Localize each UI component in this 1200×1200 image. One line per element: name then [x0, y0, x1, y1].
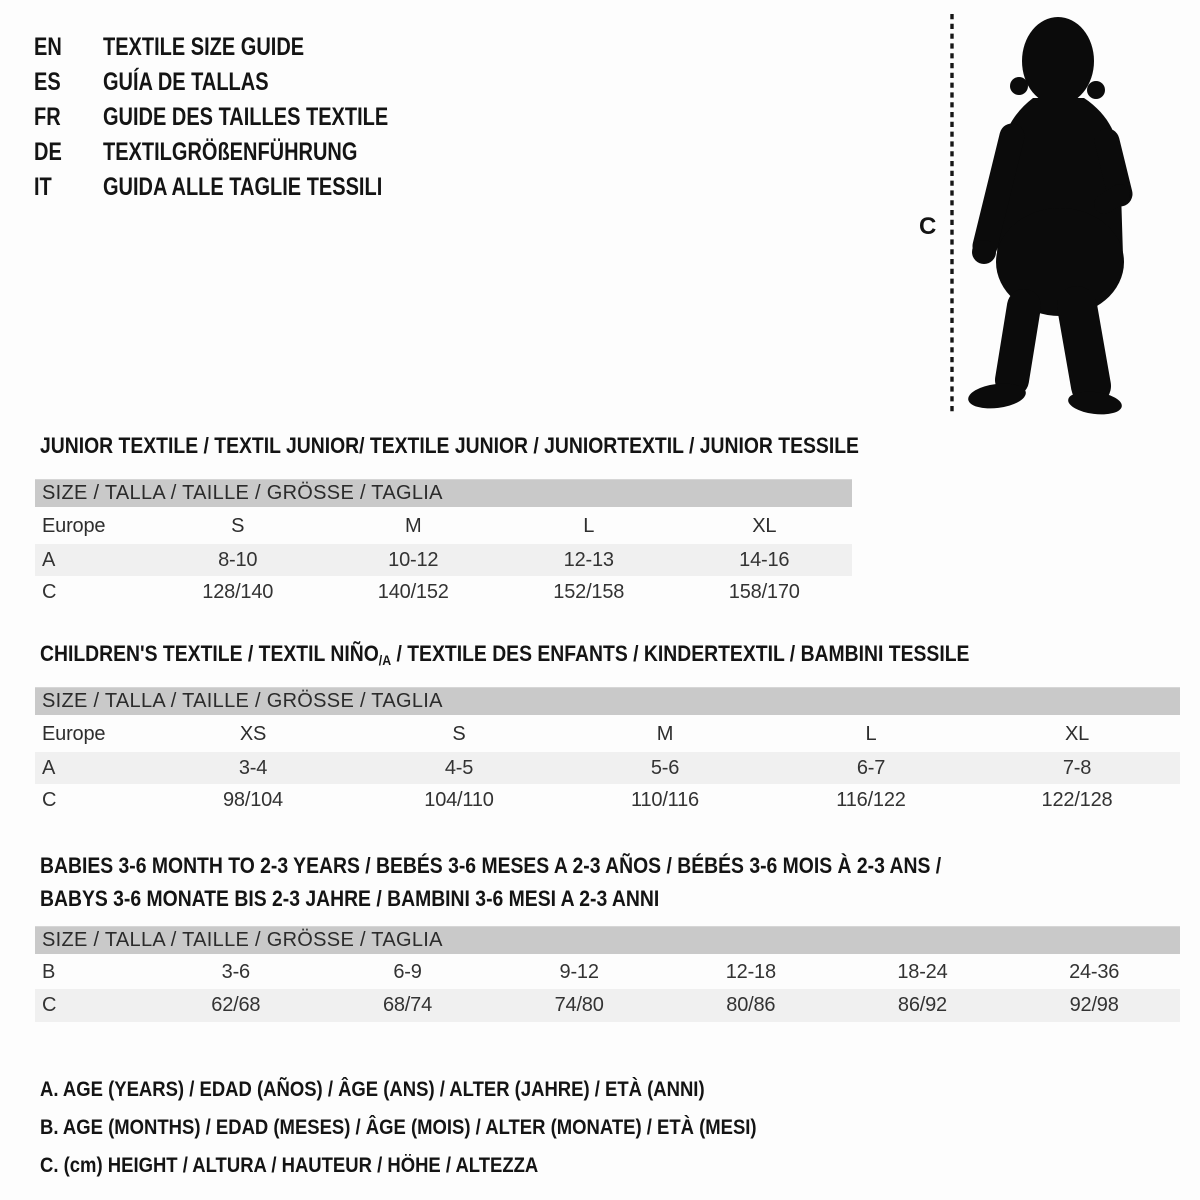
measurement-legend: [40, 1071, 854, 1185]
baby-silhouette-figure: [905, 8, 1155, 420]
table-row: [35, 752, 1180, 784]
babies-section-title: [40, 849, 1064, 915]
size-value: 12-18: [725, 961, 776, 983]
row-label: A: [35, 752, 150, 784]
children-title-pre: CHILDREN'S TEXTILE / TEXTIL NIÑO: [40, 641, 379, 666]
size-value: 12-13: [501, 544, 677, 576]
size-value: 14-16: [677, 544, 853, 576]
junior-title-text: JUNIOR TEXTILE / TEXTIL JUNIOR/ TEXTILE JUNIOR / JUNIORTEXTIL / JUNIOR TESSILE: [40, 433, 859, 458]
guide-title: GUIDA ALLE TAGLIE TESSILI: [103, 173, 383, 201]
column-header: S: [452, 723, 466, 745]
legend-line-a: A. AGE (YEARS) / EDAD (AÑOS) / ÂGE (ANS) / ALTER (JAHRE) / ETÀ (ANNI): [40, 1078, 705, 1101]
size-value: 24-36: [1069, 961, 1120, 983]
guide-title: TEXTILE SIZE GUIDE: [103, 33, 305, 61]
size-header-row: [35, 688, 1180, 717]
row-label: B: [42, 961, 56, 983]
size-value: 4-5: [356, 752, 562, 784]
size-value: 92/98: [1008, 989, 1180, 1022]
table-row: [35, 508, 852, 544]
size-value: 18-24: [897, 961, 948, 983]
size-value: 152/158: [553, 580, 625, 603]
size-value: 6-9: [393, 961, 422, 983]
size-header-cell: SIZE / TALLA / TAILLE / GRÖSSE / TAGLIA: [35, 688, 1180, 717]
size-value: 116/122: [836, 788, 906, 811]
row-label: C: [35, 989, 150, 1022]
table-row: [35, 576, 852, 608]
size-value: 98/104: [223, 788, 283, 811]
size-header-row: [35, 480, 852, 509]
children-size-table: [35, 687, 1180, 816]
language-row: [34, 170, 594, 205]
column-header: XL: [1064, 723, 1090, 745]
babies-title-line1: BABIES 3-6 MONTH TO 2-3 YEARS / BEBÉS 3-6 MESES A 2-3 AÑOS / BÉBÉS 3-6 MOIS À 2-3 ANS /: [40, 853, 942, 878]
size-value: 158/170: [728, 580, 800, 603]
size-value: 140/152: [377, 580, 449, 603]
guide-title: TEXTILGRÖßENFÜHRUNG: [103, 138, 358, 166]
legend-line-b: B. AGE (MONTHS) / EDAD (MESES) / ÂGE (MOIS) / ALTER (MONATE) / ETÀ (MESI): [40, 1116, 757, 1139]
row-label: Europe: [42, 723, 106, 745]
language-code: IT: [34, 173, 52, 201]
column-header: XS: [239, 723, 267, 745]
toddler-silhouette: [967, 17, 1124, 417]
guide-title: GUIDE DES TAILLES TEXTILE: [103, 103, 389, 131]
language-row: [34, 135, 594, 170]
babies-title-line2: BABYS 3-6 MONATE BIS 2-3 JAHRE / BAMBINI 3-6 MESI A 2-3 ANNI: [40, 886, 660, 911]
size-value: 122/128: [1041, 788, 1113, 811]
junior-size-table: [35, 479, 852, 608]
size-header-cell: SIZE / TALLA / TAILLE / GRÖSSE / TAGLIA: [35, 927, 1180, 956]
row-label: Europe: [42, 515, 106, 537]
children-title-post: / TEXTILE DES ENFANTS / KINDERTEXTIL / BAMBINI TESSILE: [391, 641, 970, 666]
babies-size-table: [35, 926, 1180, 1022]
junior-section-title: [40, 433, 971, 459]
table-row: [35, 716, 1180, 752]
column-header: M: [405, 515, 422, 537]
size-value: 10-12: [326, 544, 502, 576]
size-header-row: [35, 927, 1180, 956]
children-title-text: [40, 641, 969, 673]
language-code: ES: [34, 68, 61, 96]
column-header: L: [583, 515, 595, 537]
size-value: 86/92: [837, 989, 1009, 1022]
size-value: 9-12: [559, 961, 599, 983]
language-row: [34, 30, 594, 65]
size-value: 80/86: [665, 989, 837, 1022]
height-measure-label: C: [919, 213, 937, 240]
column-header: S: [231, 515, 245, 537]
size-header-cell: SIZE / TALLA / TAILLE / GRÖSSE / TAGLIA: [35, 480, 852, 509]
size-value: 3-6: [221, 961, 250, 983]
language-row: [34, 100, 594, 135]
language-code: EN: [34, 33, 62, 61]
size-value: 8-10: [150, 544, 326, 576]
table-row: [35, 784, 1180, 816]
size-value: 7-8: [974, 752, 1180, 784]
size-value: 62/68: [150, 989, 322, 1022]
size-value: 104/110: [424, 788, 494, 811]
language-header: [34, 30, 594, 205]
legend-line-c: C. (cm) HEIGHT / ALTURA / HAUTEUR / HÖHE / ALTEZZA: [40, 1154, 539, 1177]
row-label: A: [35, 544, 150, 576]
language-code: FR: [34, 103, 61, 131]
language-row: [34, 65, 594, 100]
column-header: L: [865, 723, 877, 745]
table-row: [35, 544, 852, 576]
row-label: C: [42, 788, 57, 811]
table-row: [35, 989, 1180, 1022]
language-code: DE: [34, 138, 62, 166]
size-value: 3-4: [150, 752, 356, 784]
size-value: 110/116: [631, 788, 699, 811]
size-value: 128/140: [202, 580, 274, 603]
row-label: C: [42, 580, 57, 603]
table-row: [35, 955, 1180, 989]
children-section-title: [40, 641, 1096, 673]
children-title-sub: /A: [378, 652, 392, 668]
size-value: 6-7: [768, 752, 974, 784]
toddler-silhouette-svg: [905, 8, 1155, 420]
column-header: XL: [752, 515, 777, 537]
size-value: 74/80: [493, 989, 665, 1022]
column-header: M: [656, 723, 674, 745]
size-value: 68/74: [322, 989, 494, 1022]
size-value: 5-6: [562, 752, 768, 784]
guide-title: GUÍA DE TALLAS: [103, 68, 269, 96]
